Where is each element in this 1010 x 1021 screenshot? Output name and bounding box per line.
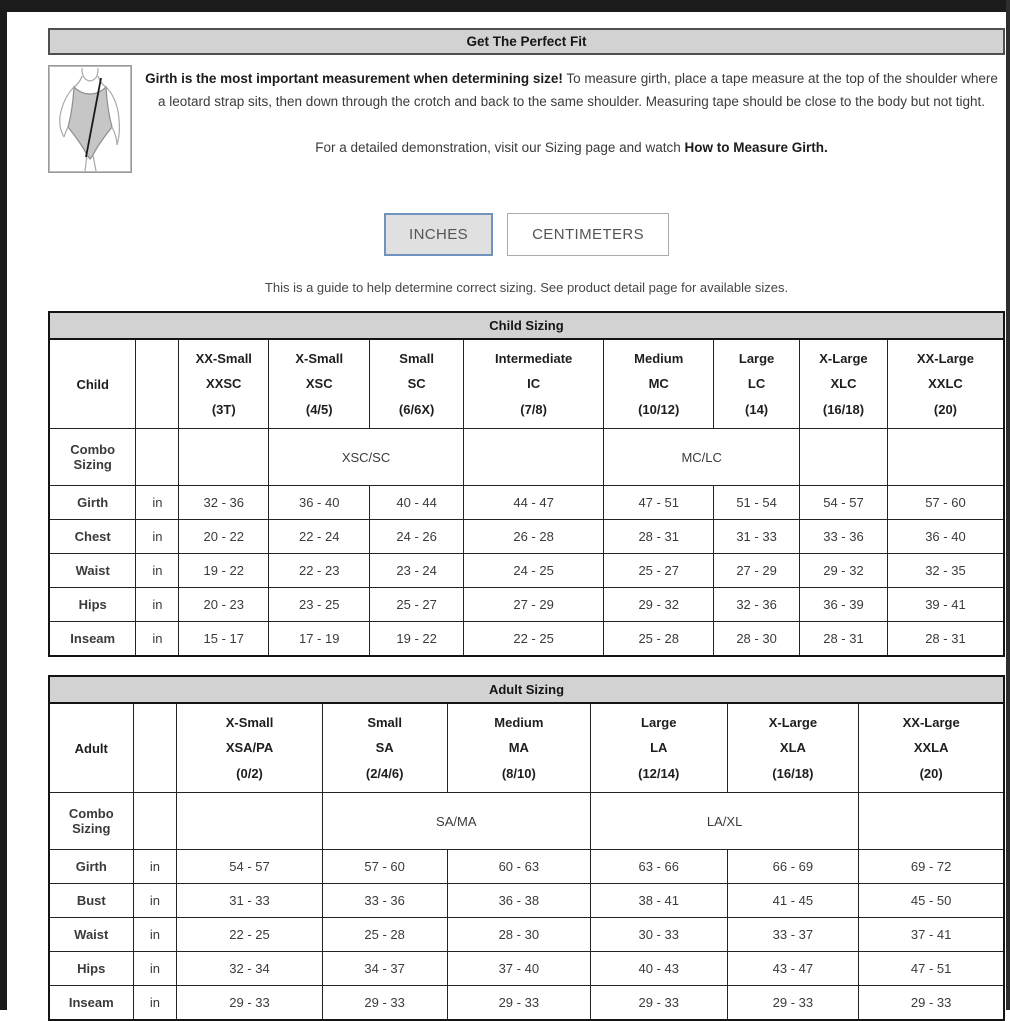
measurement-value: 39 - 41: [887, 588, 1004, 622]
size-column-header: Intermediate IC (7/8): [463, 339, 603, 429]
measurement-value: 19 - 22: [370, 622, 464, 657]
measurement-value: 30 - 33: [590, 918, 727, 952]
measurement-value: 29 - 33: [322, 986, 447, 1021]
unit-cell: in: [133, 952, 177, 986]
measurement-label: Girth: [49, 486, 136, 520]
intro-text-column: [132, 65, 1005, 155]
measurement-value: 28 - 31: [887, 622, 1004, 657]
measurement-value: 29 - 33: [590, 986, 727, 1021]
measurement-value: 43 - 47: [727, 952, 859, 986]
measurement-value: 57 - 60: [322, 850, 447, 884]
combo-sizing-empty-cell: [463, 429, 603, 486]
size-column-header: Large LA (12/14): [590, 703, 727, 793]
unit-cell: in: [133, 850, 177, 884]
size-column-header: X-Large XLA (16/18): [727, 703, 859, 793]
page-title: Get The Perfect Fit: [48, 28, 1005, 55]
combo-sizing-empty-cell: [177, 793, 322, 850]
measurement-value: 45 - 50: [859, 884, 1004, 918]
measurement-value: 28 - 30: [447, 918, 590, 952]
size-column-header: X-Small XSA/PA (0/2): [177, 703, 322, 793]
measurement-value: 47 - 51: [859, 952, 1004, 986]
combo-unit-cell: [136, 429, 179, 486]
child-combo-label: Combo Sizing: [49, 429, 136, 486]
size-column-header: X-Small XSC (4/5): [269, 339, 370, 429]
measurement-value: 36 - 40: [269, 486, 370, 520]
measurement-value: 60 - 63: [447, 850, 590, 884]
measurement-value: 31 - 33: [714, 520, 800, 554]
combo-unit-cell: [133, 793, 177, 850]
measurement-label: Bust: [49, 884, 133, 918]
size-column-header: Large LC (14): [714, 339, 800, 429]
adult-corner-label: Adult: [49, 703, 133, 793]
measurement-value: 24 - 26: [370, 520, 464, 554]
measurement-value: 36 - 40: [887, 520, 1004, 554]
measurement-value: 22 - 25: [463, 622, 603, 657]
measurement-value: 29 - 32: [604, 588, 714, 622]
measurement-value: 54 - 57: [800, 486, 888, 520]
measurement-value: 38 - 41: [590, 884, 727, 918]
girth-instructions-bold: Girth is the most important measurement when determining size!: [145, 71, 563, 86]
size-column-header: XX-Large XXLC (20): [887, 339, 1004, 429]
measurement-row: [49, 986, 1004, 1021]
unit-cell: in: [133, 918, 177, 952]
measurement-value: 29 - 33: [727, 986, 859, 1021]
measurement-row: [49, 554, 1004, 588]
measurement-row: [49, 884, 1004, 918]
measurement-label: Girth: [49, 850, 133, 884]
measurement-value: 29 - 33: [177, 986, 322, 1021]
measurement-value: 66 - 69: [727, 850, 859, 884]
demo-line-prefix: For a detailed demonstration, visit our Sizing page and watch: [315, 140, 685, 156]
unit-column-header: [133, 703, 177, 793]
measurement-value: 32 - 35: [887, 554, 1004, 588]
adult-sizing-table: [48, 675, 1005, 1021]
measurement-value: 37 - 41: [859, 918, 1004, 952]
unit-cell: in: [133, 884, 177, 918]
measurement-value: 20 - 22: [179, 520, 269, 554]
guide-note: This is a guide to help determine correct sizing. See product detail page for available sizes.: [264, 280, 789, 295]
measurement-value: 54 - 57: [177, 850, 322, 884]
measurement-label: Inseam: [49, 986, 133, 1021]
girth-instructions-rest: To measure girth, place a tape measure at the top of the shoulder where a leotard strap sits, then down through the crotch and back to the same shoulder. Measuring tape should be close to the body but not tight.: [157, 71, 998, 110]
measurement-value: 40 - 44: [370, 486, 464, 520]
measurement-row: [49, 486, 1004, 520]
measurement-value: 37 - 40: [447, 952, 590, 986]
measurement-value: 33 - 36: [800, 520, 888, 554]
measurement-label: Hips: [49, 588, 136, 622]
measurement-value: 22 - 23: [269, 554, 370, 588]
measurement-value: 25 - 28: [604, 622, 714, 657]
unit-cell: in: [136, 588, 179, 622]
measurement-value: 69 - 72: [859, 850, 1004, 884]
unit-cell: in: [136, 520, 179, 554]
size-column-header: XX-Large XXLA (20): [859, 703, 1004, 793]
measurement-label: Waist: [49, 918, 133, 952]
size-column-header: Small SA (2/4/6): [322, 703, 447, 793]
measurement-value: 57 - 60: [887, 486, 1004, 520]
combo-sizing-empty-cell: [887, 429, 1004, 486]
measurement-value: 29 - 33: [447, 986, 590, 1021]
adult-table-title: Adult Sizing: [49, 676, 1004, 703]
measurement-value: 47 - 51: [604, 486, 714, 520]
leotard-girth-diagram-icon: [48, 65, 132, 173]
measurement-value: 27 - 29: [463, 588, 603, 622]
measurement-label: Chest: [49, 520, 136, 554]
measurement-value: 34 - 37: [322, 952, 447, 986]
measurement-label: Hips: [49, 952, 133, 986]
measurement-value: 22 - 24: [269, 520, 370, 554]
measurement-value: 51 - 54: [714, 486, 800, 520]
size-column-header: X-Large XLC (16/18): [800, 339, 888, 429]
combo-sizing-cell: SA/MA: [322, 793, 590, 850]
measurement-value: 28 - 30: [714, 622, 800, 657]
measurement-row: [49, 622, 1004, 657]
measurement-value: 20 - 23: [179, 588, 269, 622]
window-edge-right: [1006, 0, 1010, 1010]
measurement-value: 23 - 25: [269, 588, 370, 622]
combo-sizing-empty-cell: [179, 429, 269, 486]
measurement-value: 36 - 39: [800, 588, 888, 622]
measurement-row: [49, 588, 1004, 622]
measurement-value: 22 - 25: [177, 918, 322, 952]
measurement-row: [49, 918, 1004, 952]
measurement-value: 28 - 31: [604, 520, 714, 554]
measurement-row: [49, 952, 1004, 986]
measurement-value: 17 - 19: [269, 622, 370, 657]
measurement-value: 28 - 31: [800, 622, 888, 657]
size-column-header: Small SC (6/6X): [370, 339, 464, 429]
unit-cell: in: [136, 622, 179, 657]
measurement-value: 44 - 47: [463, 486, 603, 520]
measurement-value: 33 - 37: [727, 918, 859, 952]
child-table-title: Child Sizing: [49, 312, 1004, 339]
unit-toggle-group: [48, 213, 1005, 256]
unit-cell: in: [136, 554, 179, 588]
measurement-value: 23 - 24: [370, 554, 464, 588]
measurement-value: 40 - 43: [590, 952, 727, 986]
girth-instructions: [142, 67, 1001, 113]
measurement-value: 32 - 36: [714, 588, 800, 622]
unit-column-header: [136, 339, 179, 429]
measurement-value: 41 - 45: [727, 884, 859, 918]
measurement-value: 32 - 34: [177, 952, 322, 986]
size-column-header: XX-Small XXSC (3T): [179, 339, 269, 429]
measurement-value: 29 - 33: [859, 986, 1004, 1021]
inches-button[interactable]: INCHES: [384, 213, 493, 256]
window-edge-top: [7, 0, 1010, 12]
measurement-value: 33 - 36: [322, 884, 447, 918]
measurement-value: 24 - 25: [463, 554, 603, 588]
measurement-value: 25 - 27: [604, 554, 714, 588]
measurement-value: 27 - 29: [714, 554, 800, 588]
combo-sizing-cell: LA/XL: [590, 793, 858, 850]
combo-sizing-cell: XSC/SC: [269, 429, 464, 486]
demo-link-line: [142, 140, 1001, 155]
intro-section: [48, 65, 1005, 173]
measurement-value: 25 - 28: [322, 918, 447, 952]
measurement-value: 26 - 28: [463, 520, 603, 554]
sizing-guide-page: [48, 28, 1005, 1021]
measurement-row: [49, 850, 1004, 884]
window-edge-left: [0, 0, 7, 1010]
unit-cell: in: [136, 486, 179, 520]
measurement-row: [49, 520, 1004, 554]
measurement-value: 36 - 38: [447, 884, 590, 918]
measurement-value: 63 - 66: [590, 850, 727, 884]
child-corner-label: Child: [49, 339, 136, 429]
child-sizing-table: [48, 311, 1005, 657]
size-column-header: Medium MA (8/10): [447, 703, 590, 793]
measurement-value: 29 - 32: [800, 554, 888, 588]
combo-sizing-empty-cell: [859, 793, 1004, 850]
combo-sizing-cell: MC/LC: [604, 429, 800, 486]
adult-combo-label: Combo Sizing: [49, 793, 133, 850]
measurement-label: Inseam: [49, 622, 136, 657]
measurement-value: 32 - 36: [179, 486, 269, 520]
measurement-value: 19 - 22: [179, 554, 269, 588]
demo-line-bold: How to Measure Girth.: [684, 140, 828, 156]
measurement-label: Waist: [49, 554, 136, 588]
measurement-value: 31 - 33: [177, 884, 322, 918]
unit-cell: in: [133, 986, 177, 1021]
size-column-header: Medium MC (10/12): [604, 339, 714, 429]
measurement-value: 15 - 17: [179, 622, 269, 657]
measurement-value: 25 - 27: [370, 588, 464, 622]
combo-sizing-empty-cell: [800, 429, 888, 486]
centimeters-button[interactable]: CENTIMETERS: [507, 213, 669, 256]
